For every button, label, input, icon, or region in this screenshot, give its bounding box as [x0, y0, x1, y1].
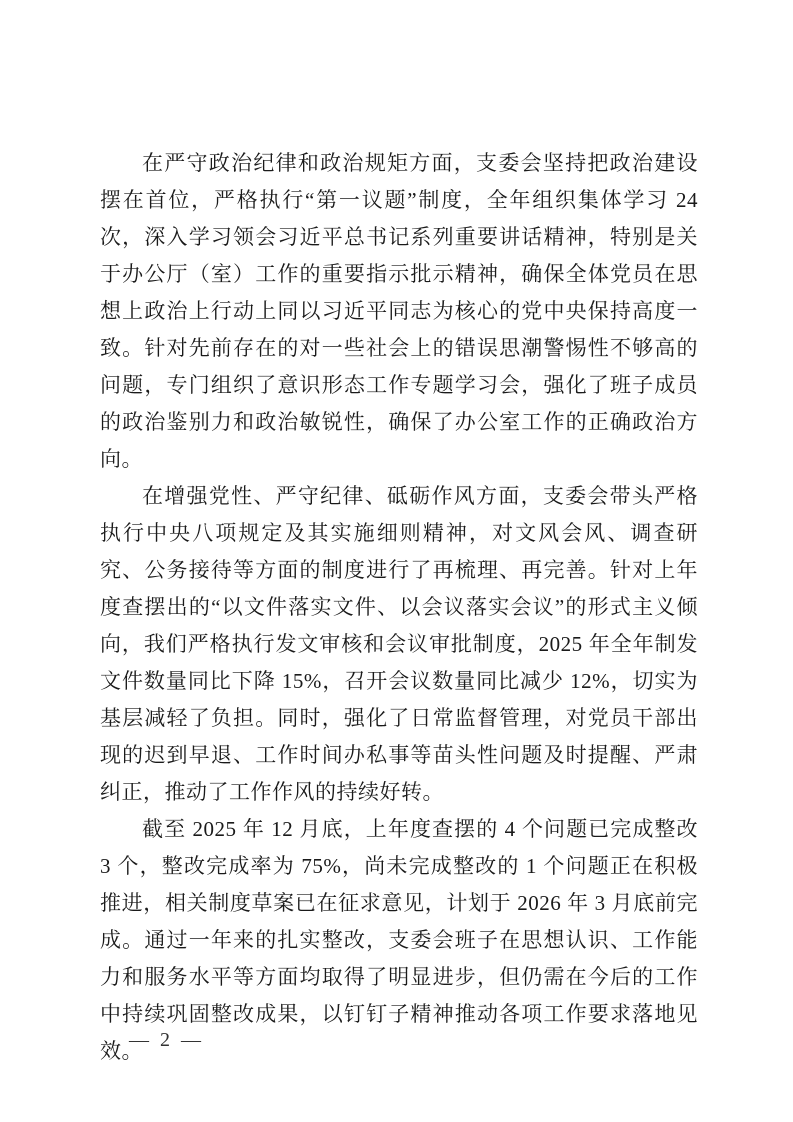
paragraph-rectification-progress: 截至 2025 年 12 月底，上年度查摆的 4 个问题已完成整改 3 个，整改完成率为 75%，尚未完成整改的 1 个问题正在积极推进，相关制度草案已在征求意见，计划于 2026 年 3 月底前完成。通过一年来的扎实整改，支委会班子在思想认识、工作能力和服务水平等方面均取得了明显进步，但仍需在今后的工作中持续巩固整改成果，以钉钉子精神推动各项工作要求落地见效。: [100, 817, 698, 1063]
document-body: [100, 145, 698, 1070]
paragraph-political-discipline: 在严守政治纪律和政治规矩方面，支委会坚持把政治建设摆在首位，严格执行“第一议题”制度，全年组织集体学习 24 次，深入学习领会习近平总书记系列重要讲话精神，特别是关于办公厅（室）工作的重要指示批示精神，确保全体党员在思想上政治上行动上同以习近平同志为核心的党中央保持高度一致。针对先前存在的对一些社会上的错误思潮警惕性不够高的问题，专门组织了意识形态工作专题学习会，强化了班子成员的政治鉴别力和政治敏锐性，确保了办公室工作的正确政治方向。: [100, 151, 698, 471]
page-number: — 2 —: [129, 1029, 204, 1051]
paragraph-work-style: 在增强党性、严守纪律、砥砺作风方面，支委会带头严格执行中央八项规定及其实施细则精神，对文风会风、调查研究、公务接待等方面的制度进行了再梳理、再完善。针对上年度查摆出的“以文件落实文件、以会议落实会议”的形式主义倾向，我们严格执行发文审核和会议审批制度，2025 年全年制发文件数量同比下降 15%，召开会议数量同比减少 12%，切实为基层减轻了负担。同时，强化了日常监督管理，对党员干部出现的迟到早退、工作时间办私事等苗头性问题及时提醒、严肃纠正，推动了工作作风的持续好转。: [100, 484, 698, 804]
